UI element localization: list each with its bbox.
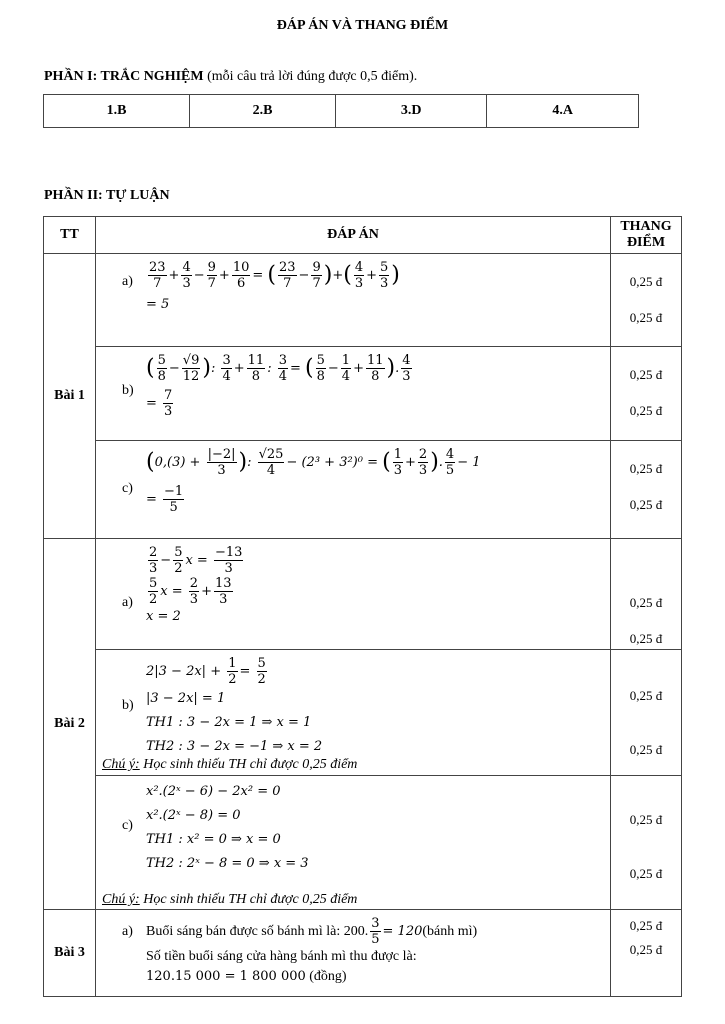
bai2c-answer: c) x².(2ˣ − 6) − 2x² = 0 x².(2ˣ − 8) = 0 TH1 : x² = 0 ⇒ x = 0 TH2 : 2ˣ − 8 = 0 ⇒ x = 3 Chú ý: Học sinh thiếu TH chỉ được 0,25 điểm (96, 776, 611, 910)
bai3-answer: a) Buổi sáng bán được số bánh mì là: 200. $\frac{3}{5}$ = 120(bánh mì) Số tiền buổi sáng cửa hàng bánh mì thu được là: 120.15 000 = 1 800 000 (đồng) (96, 910, 611, 997)
bai2a-score: 0,25 đ 0,25 đ (611, 539, 682, 650)
page-title: ĐÁP ÁN VÀ THANG ĐIỂM (276, 18, 449, 33)
label-b: b) (122, 383, 134, 398)
bai1c-score: 0,25 đ 0,25 đ (611, 441, 682, 539)
header-answer: ĐÁP ÁN (96, 217, 611, 254)
bai2c-score: 0,25 đ 0,25 đ (611, 776, 682, 910)
part1-note: (mỗi câu trả lời đúng được 0,5 điểm). (207, 69, 418, 84)
header-score: THANG ĐIỂM (611, 217, 682, 254)
bai2b-note: Chú ý: Học sinh thiếu TH chỉ được 0,25 điểm (102, 757, 358, 772)
label-b: b) (122, 698, 134, 713)
label-a: a) (122, 595, 133, 610)
label-a: a) (122, 274, 133, 289)
bai3-score: 0,25 đ 0,25 đ (611, 910, 682, 997)
row-label-bai2: Bài 2 (44, 539, 96, 910)
part1-heading-line (44, 69, 417, 85)
mc-answer-4: 4.A (487, 95, 639, 128)
bai1b-score: 0,25 đ 0,25 đ (611, 347, 682, 441)
bai1c-answer: c) (0,(3) + $\frac{|-2|}{3}$ ): $\frac{√25}{4}$ − (2³ + 3²)⁰ = ( $\frac{1}{3}$ + $\frac{2}{3}$ ). $\frac{4}{5}$ − 1 = $\frac{-1}{5}$ (96, 441, 611, 539)
bai2a-answer: a) $\frac{2}{3}$ − $\frac{5}{2}$ x = $\frac{-13}{3}$ $\frac{5}{2}$ x = $\frac{2}{3}$ + $\frac{13}{3}$ x = 2 (96, 539, 611, 650)
bai2b-score: 0,25 đ 0,25 đ (611, 650, 682, 776)
bai2c-note: Chú ý: Học sinh thiếu TH chỉ được 0,25 điểm (102, 892, 358, 907)
mc-answer-1: 1.B (44, 95, 190, 128)
mc-answer-3: 3.D (336, 95, 487, 128)
bai1b-answer: b) ( $\frac{5}{8}$ − $\frac{√9}{12}$ ): $\frac{3}{4}$ + $\frac{11}{8}$ : $\frac{3}{4}$ = ( $\frac{5}{8}$ − $\frac{1}{4}$ + $\frac{11}{8}$ ). $\frac{4}{3}$ = $\frac{7}{3}$ (96, 347, 611, 441)
bai1a-answer: a) $\frac{23}{7}$ + $\frac{4}{3}$ − $\frac{9}{7}$ + $\frac{10}{6}$ = ( $\frac{23}{7}$ − $\frac{9}{7}$ )+( $\frac{4}{3}$ + $\frac{5}{3}$ ) = 5 (96, 254, 611, 347)
row-label-bai3: Bài 3 (44, 910, 96, 997)
label-a: a) (122, 924, 133, 939)
mc-answer-2: 2.B (190, 95, 336, 128)
bai2b-answer: b) 2|3 − 2x| + $\frac{1}{2}$ = $\frac{5}{2}$ |3 − 2x| = 1 TH1 : 3 − 2x = 1 ⇒ x = 1 TH2 : 3 − 2x = −1 ⇒ x = 2 Chú ý: Học sinh thiếu TH chỉ được 0,25 điểm (96, 650, 611, 776)
label-c: c) (122, 481, 133, 496)
part2-heading: PHẦN II: TỰ LUẬN (44, 188, 170, 203)
essay-answer-table (43, 216, 682, 997)
multiple-choice-table (43, 94, 639, 128)
row-label-bai1: Bài 1 (44, 254, 96, 539)
bai1a-score: 0,25 đ 0,25 đ (611, 254, 682, 347)
part1-heading: PHẦN I: TRẮC NGHIỆM (44, 69, 204, 84)
header-tt: TT (44, 217, 96, 254)
label-c: c) (122, 818, 133, 833)
